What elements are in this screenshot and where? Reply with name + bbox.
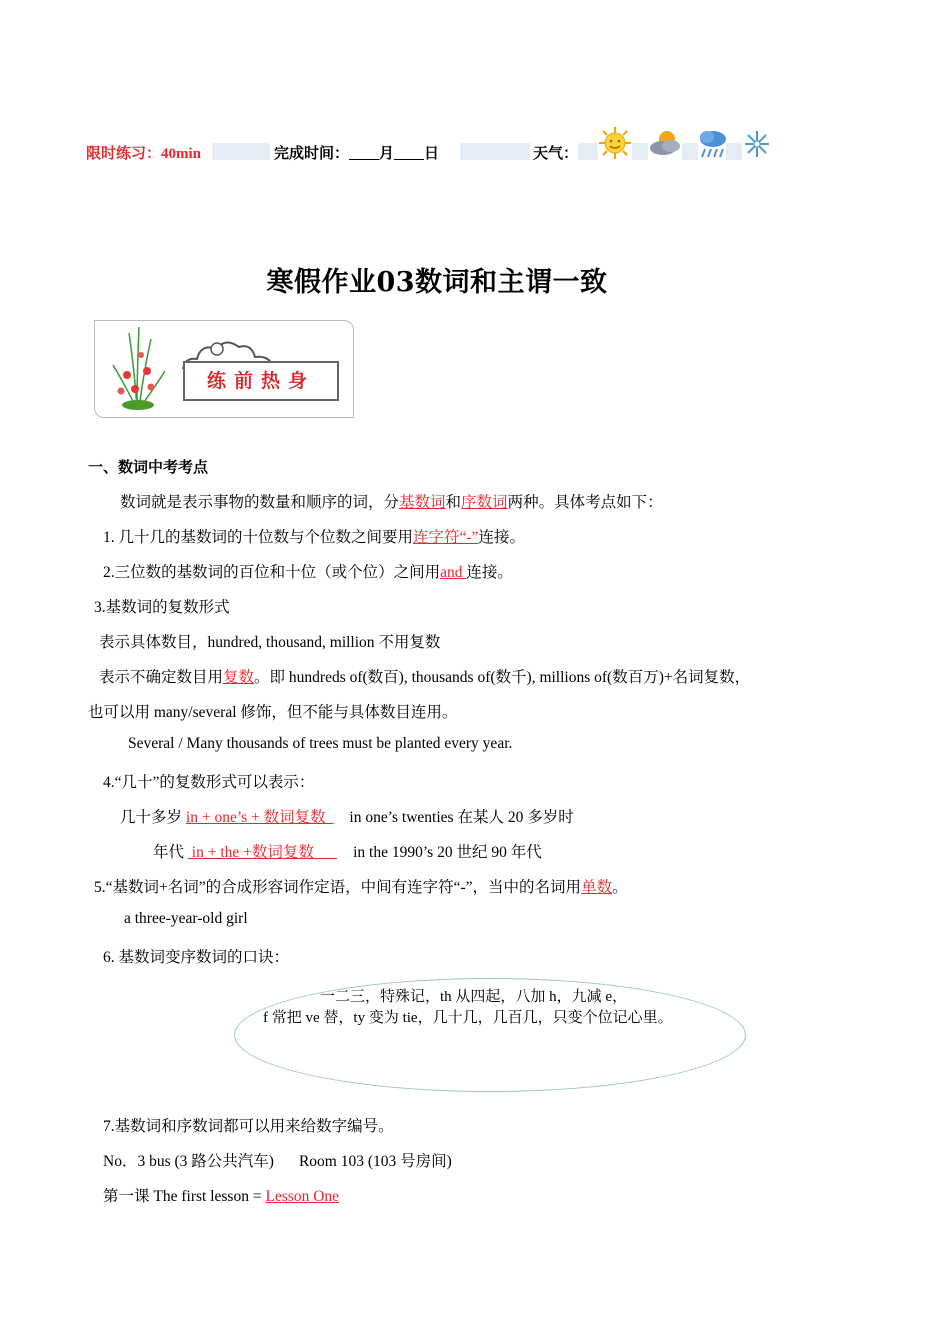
section-heading: 一、数词中考考点: [88, 458, 209, 476]
point-3-line-2: [99, 665, 750, 687]
header-bg-4: [632, 143, 648, 160]
keyword-ordinal: 序数词: [461, 494, 508, 511]
header-bg-5: [682, 143, 698, 160]
point-4-row-1: [120, 805, 574, 827]
point-7: 7.基数词和序数词都可以用来给数字编号。: [103, 1118, 394, 1135]
time-limit: 限时练习：40min: [86, 146, 202, 162]
completion-label: 完成时间：: [274, 146, 350, 162]
sun-icon: [598, 126, 632, 160]
header-bg-1: [212, 143, 270, 160]
intro-text-b: 和: [445, 494, 462, 511]
month-label: 月: [379, 146, 395, 162]
warmup-banner: [94, 320, 354, 418]
page-title: 寒假作业03数词和主谓一致: [266, 267, 608, 298]
keyword-and: and: [440, 564, 467, 581]
point-1: [103, 525, 525, 547]
day-label: 日: [424, 146, 440, 162]
point-5-example: a three-year-old girl: [124, 910, 248, 927]
cloudy-sun-icon: [647, 126, 683, 160]
completion-time: [274, 142, 439, 162]
point-5-text-b: 。: [612, 879, 628, 896]
point-7-example-1-b: Room 103 (103 号房间): [298, 1153, 452, 1170]
point-7-example-1-a: No．3 bus (3 路公共汽车): [103, 1153, 274, 1170]
point-7-example-1: [103, 1149, 452, 1171]
keyword-the-plural: in + the +数词复数: [187, 844, 338, 861]
point-2-text-b: 连接。: [466, 564, 513, 581]
keyword-singular: 单数: [581, 879, 613, 896]
snowflake-icon: [743, 129, 771, 159]
point-3-line-2-text-a: 表示不确定数目用: [99, 669, 224, 686]
point-3-line-1: 表示具体数目，hundred, thousand, million 不用复数: [99, 634, 441, 651]
warmup-label-box: [183, 361, 339, 401]
keyword-lesson-one: Lesson One: [265, 1188, 340, 1205]
month-blank: [349, 145, 379, 160]
point-2: [103, 560, 513, 582]
header-bg-2: [460, 143, 530, 160]
intro-text-a: 数词就是表示事物的数量和顺序的词，分: [120, 494, 400, 511]
keyword-ones-plural: in + one’s + 数词复数: [185, 809, 334, 826]
point-4-row-1-text-b: in one’s twenties 在某人 20 多岁时: [349, 809, 574, 826]
rain-icon: [697, 127, 729, 161]
point-4-row-1-text-a: 几十多岁: [120, 809, 186, 826]
header-bg-3: [578, 143, 598, 160]
rhyme-line-1: 一二三，特殊记，th 从四起，八加 h，九减 e，: [320, 989, 628, 1005]
point-7-example-2-a: 第一课 The first lesson =: [103, 1188, 266, 1205]
day-blank: [394, 145, 424, 160]
point-4-row-2: [153, 840, 542, 862]
point-4: 4.“几十”的复数形式可以表示：: [103, 774, 315, 791]
point-7-example-2: [103, 1184, 339, 1206]
keyword-cardinal: 基数词: [399, 494, 446, 511]
point-3-line-2-text-b: 。即 hundreds of(数百), thousands of(数千), millions of(数百万)+名词复数，: [254, 669, 751, 686]
warmup-label: 练前热身: [206, 370, 315, 392]
point-5: [94, 875, 628, 897]
intro-text-c: 两种。具体考点如下：: [507, 494, 663, 511]
intro-paragraph: [120, 490, 663, 512]
weather-label: 天气：: [533, 146, 579, 162]
point-4-row-2-text-b: in the 1990’s 20 世纪 90 年代: [353, 844, 542, 861]
header-bar: [86, 142, 201, 162]
point-2-text-a: 2.三位数的基数词的百位和十位（或个位）之间用: [103, 564, 441, 581]
point-6: 6. 基数词变序数词的口诀：: [103, 949, 290, 966]
point-5-text-a: 5.“基数词+名词”的合成形容词作定语，中间有连字符“-”，当中的名词用: [94, 879, 582, 896]
rhyme-line-2: f 常把 ve 替，ty 变为 tie，几十几，几百几，只变个位记心里。: [263, 1010, 673, 1026]
point-4-row-2-text-a: 年代: [153, 844, 188, 861]
flower-plant-icon: [107, 325, 169, 411]
keyword-hyphen: 连字符“-”: [413, 529, 479, 546]
point-3-example: Several / Many thousands of trees must be planted every year.: [128, 735, 513, 752]
point-3-line-3: 也可以用 many/several 修饰，但不能与具体数目连用。: [88, 704, 458, 721]
point-1-text-a: 1. 几十几的基数词的十位数与个位数之间要用: [103, 529, 414, 546]
point-3: 3.基数词的复数形式: [94, 599, 230, 616]
point-1-text-b: 连接。: [478, 529, 525, 546]
keyword-plural: 复数: [223, 669, 255, 686]
